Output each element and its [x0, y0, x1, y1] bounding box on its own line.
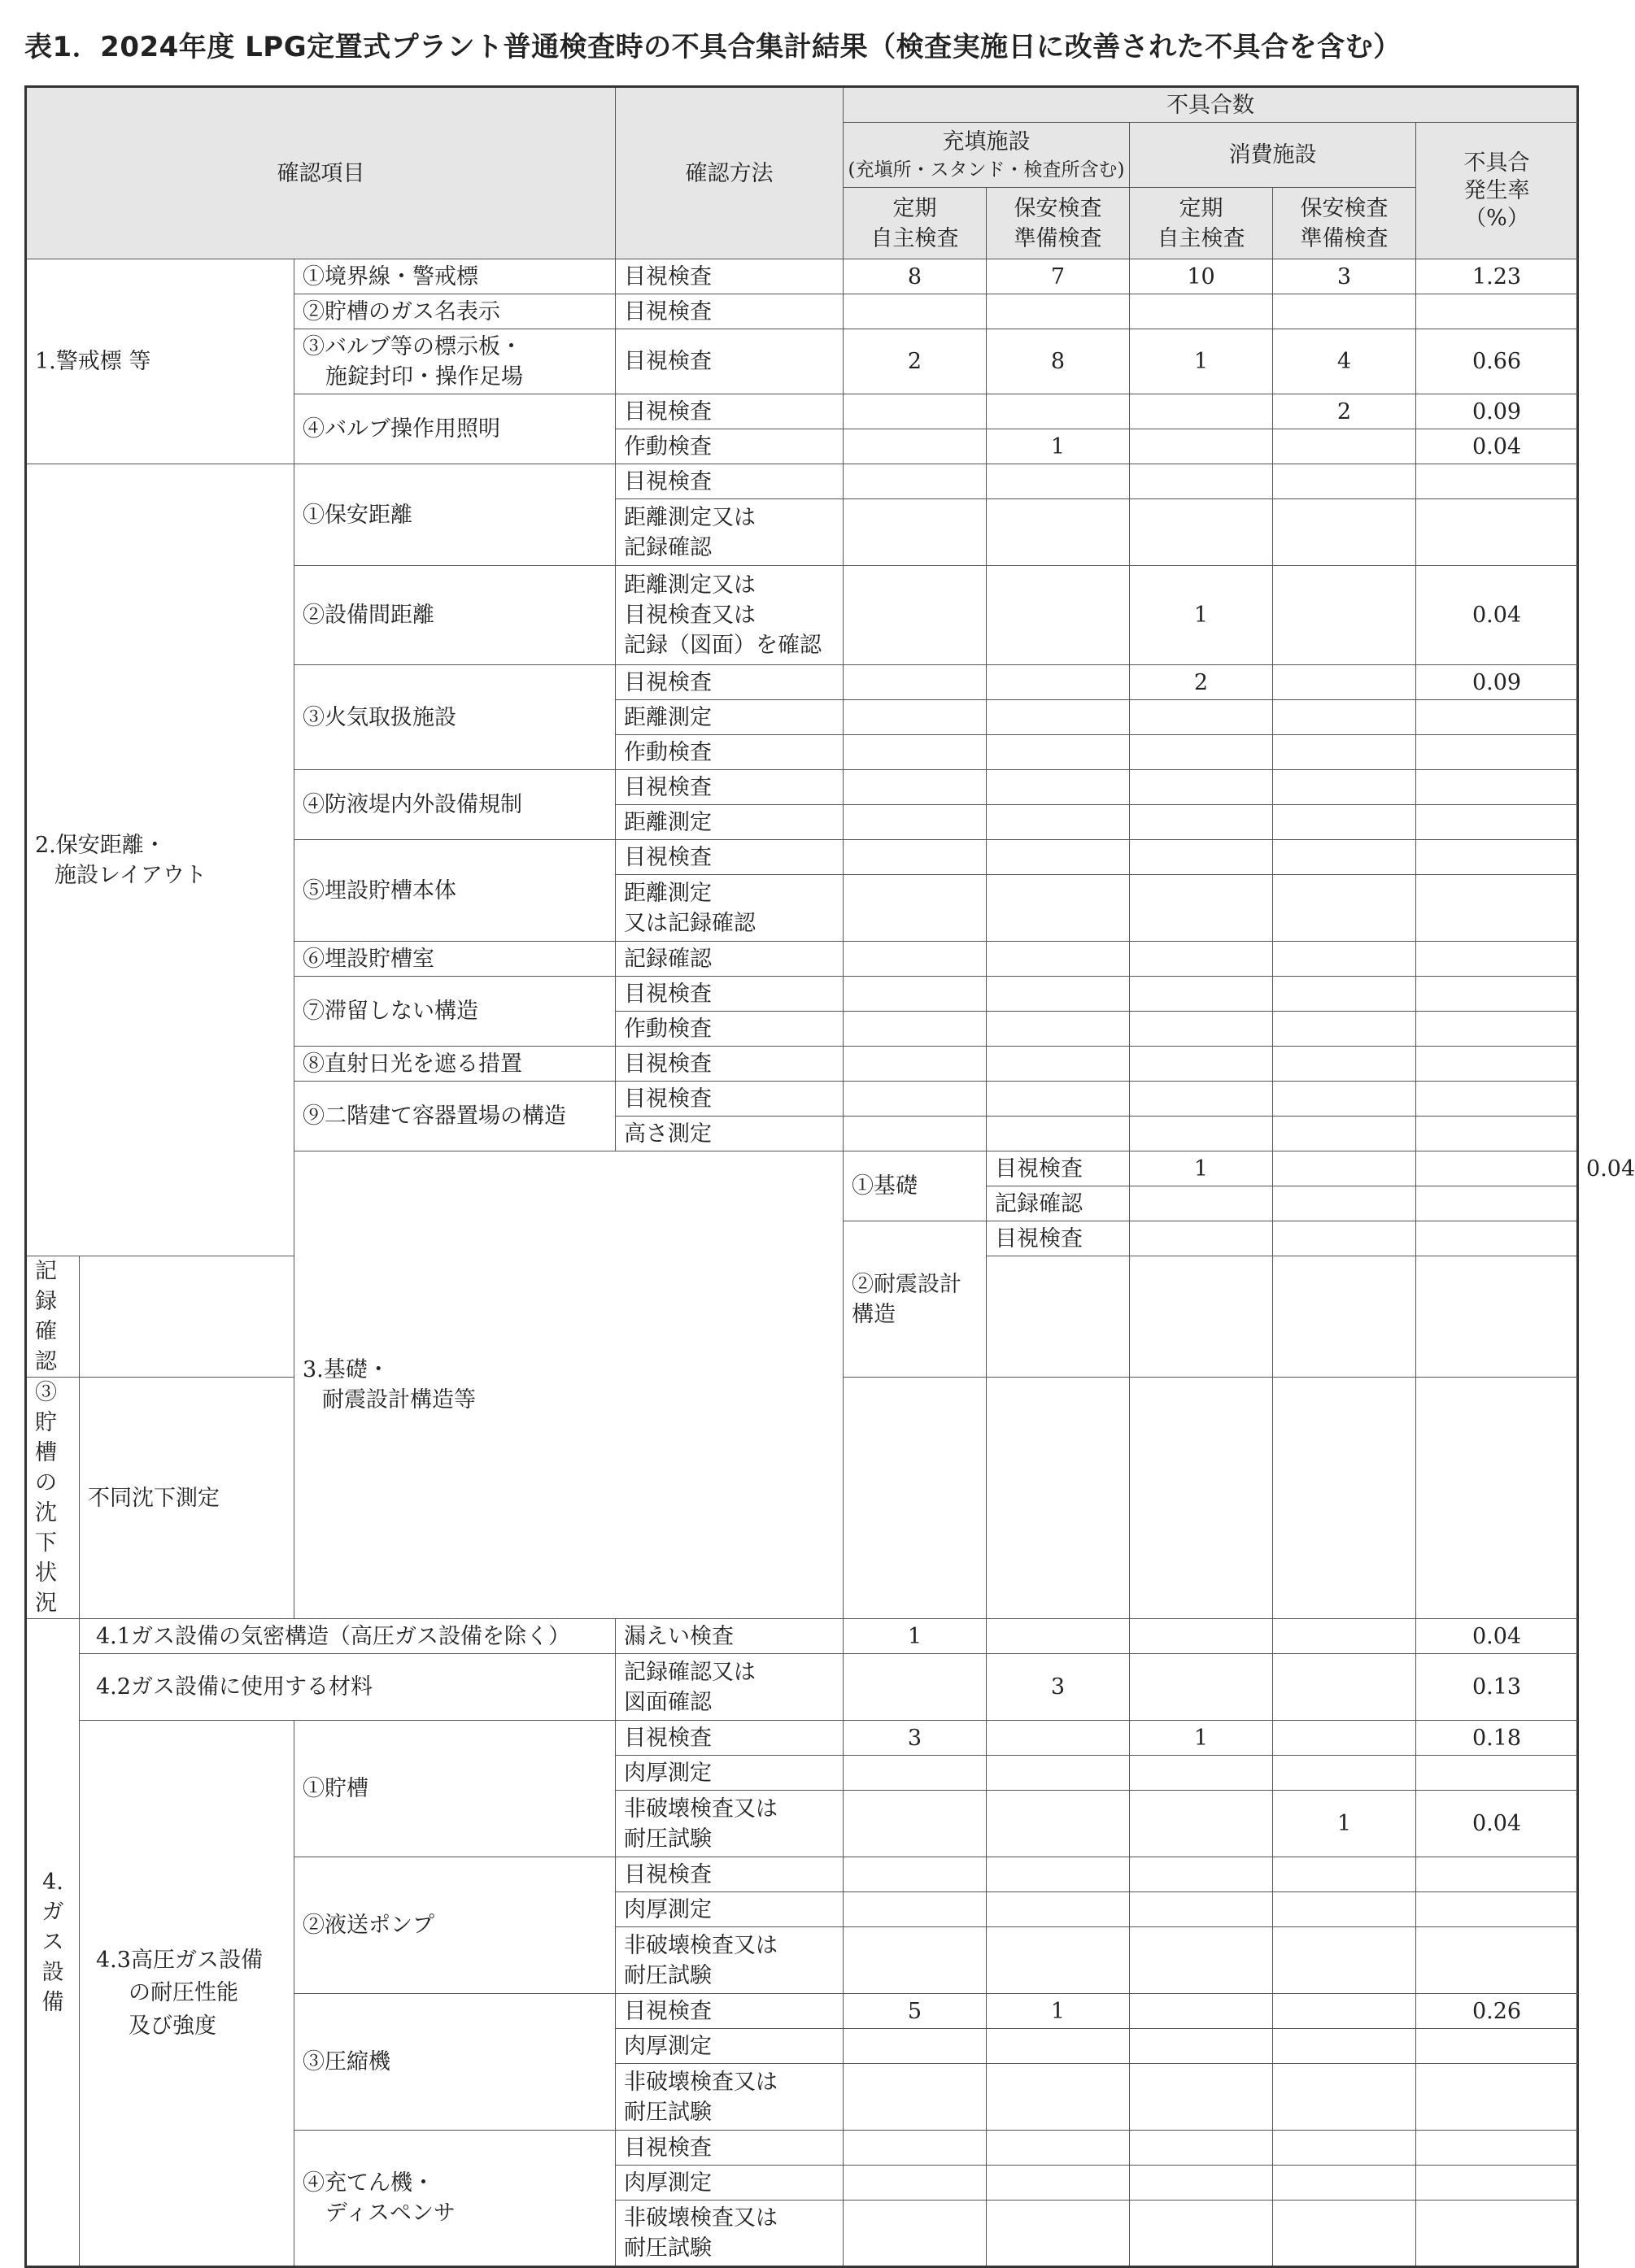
group-3-label: 3.基礎・ 耐震設計構造等 [294, 1151, 844, 1619]
group-2-label: 2.保安距離・ 施設レイアウト [26, 464, 294, 1256]
table-row [26, 259, 1578, 294]
value-cell: 3 [844, 1721, 987, 1756]
value-cell: 3 [1273, 259, 1416, 294]
method-cell: 作動検査 [616, 735, 844, 770]
value-cell: 1 [1130, 1151, 1273, 1186]
value-cell: 8 [844, 259, 987, 294]
method-cell: 目視検査 [616, 2131, 844, 2166]
item-label: ①境界線・警戒標 [294, 259, 616, 294]
group-1-label: 1.警戒標 等 [26, 259, 294, 464]
method-cell: 目視検査 [616, 329, 844, 394]
rate-cell: 1.23 [1416, 259, 1578, 294]
table-row [26, 1619, 1578, 1654]
value-cell: 10 [1130, 259, 1273, 294]
method-cell: 目視検査 [616, 1721, 844, 1756]
method-cell: 記録確認 [26, 1256, 80, 1378]
method-cell: 目視検査 [616, 394, 844, 429]
header-regular: 定期 自主検査 [844, 188, 987, 259]
method-cell: 目視検査 [616, 259, 844, 294]
method-cell: 目視検査 [616, 1857, 844, 1892]
method-cell: 距離測定 又は記録確認 [616, 875, 844, 942]
item-label: ②設備間距離 [294, 566, 616, 665]
value-cell: 5 [844, 1994, 987, 2029]
item-label: ③貯槽の沈下状況 [26, 1378, 80, 1619]
rate-cell: 0.13 [1416, 1654, 1578, 1721]
value-cell: 1 [1273, 1791, 1416, 1857]
method-cell: 非破壊検査又は 耐圧試験 [616, 2064, 844, 2131]
header-consumption: 消費施設 [1130, 123, 1416, 188]
method-cell: 高さ測定 [616, 1117, 844, 1151]
item-label: ③火気取扱施設 [294, 665, 616, 770]
method-cell: 肉厚測定 [616, 1756, 844, 1791]
method-cell: 肉厚測定 [616, 2029, 844, 2064]
rate-cell: 0.04 [1416, 1619, 1578, 1654]
method-cell: 作動検査 [616, 1012, 844, 1047]
header-item: 確認項目 [26, 87, 616, 259]
method-cell: 目視検査 [616, 840, 844, 875]
method-cell: 距離測定又は 記録確認 [616, 499, 844, 566]
table-row [26, 464, 1578, 499]
method-cell: 目視検査 [616, 770, 844, 805]
header-row [26, 87, 1578, 123]
group-4-1-label: 4.1ガス設備の気密構造（高圧ガス設備を除く） [80, 1619, 616, 1654]
rate-cell: 0.04 [1416, 566, 1578, 665]
rate-cell: 0.66 [1416, 329, 1578, 394]
method-cell: 距離測定 [616, 805, 844, 840]
item-label: ⑦滞留しない構造 [294, 977, 616, 1047]
rate-cell: 0.18 [1416, 1721, 1578, 1756]
item-label: ②液送ポンプ [294, 1857, 616, 1994]
header-defects: 不具合数 [844, 87, 1578, 123]
method-cell: 目視検査 [616, 294, 844, 329]
value-cell: 2 [1273, 394, 1416, 429]
method-cell: 非破壊検査又は 耐圧試験 [616, 1927, 844, 1994]
value-cell: 1 [987, 1994, 1130, 2029]
header-prep: 保安検査 準備検査 [987, 188, 1130, 259]
item-label: ⑧直射日光を遮る措置 [294, 1047, 616, 1082]
method-cell: 目視検査 [987, 1221, 1130, 1256]
method-cell: 記録確認又は 図面確認 [616, 1654, 844, 1721]
item-label: ①貯槽 [294, 1721, 616, 1857]
rate-cell: 0.09 [1416, 665, 1578, 700]
value-cell: 7 [987, 259, 1130, 294]
method-cell: 目視検査 [616, 977, 844, 1012]
header-regular: 定期 自主検査 [1130, 188, 1273, 259]
header-rate: 不具合 発生率 （%） [1416, 123, 1578, 259]
method-cell: 記録確認 [987, 1186, 1130, 1221]
method-cell: 目視検査 [616, 1047, 844, 1082]
method-cell: 作動検査 [616, 429, 844, 464]
defect-summary-table [24, 85, 1635, 2268]
method-cell: 目視検査 [616, 1994, 844, 2029]
method-cell: 目視検査 [987, 1151, 1130, 1186]
item-label: ③バルブ等の標示板・ 施錠封印・操作足場 [294, 329, 616, 394]
group-4-3-label: 4.3高圧ガス設備 の耐圧性能 及び強度 [80, 1721, 294, 2267]
value-cell: 1 [1130, 1721, 1273, 1756]
value-cell: 1 [1130, 566, 1273, 665]
item-label: ⑥埋設貯槽室 [294, 942, 616, 977]
method-cell: 肉厚測定 [616, 2166, 844, 2201]
table-row [26, 1721, 1578, 1756]
item-label: ②耐震設計構造 [844, 1221, 987, 1378]
value-cell: 1 [844, 1619, 987, 1654]
value-cell: 1 [987, 429, 1130, 464]
header-prep: 保安検査 準備検査 [1273, 188, 1416, 259]
rate-cell: 0.26 [1416, 1994, 1578, 2029]
item-label: ④防液堤内外設備規制 [294, 770, 616, 840]
item-label: ②貯槽のガス名表示 [294, 294, 616, 329]
value-cell: 2 [1130, 665, 1273, 700]
method-cell: 距離測定又は 目視検査又は 記録（図面）を確認 [616, 566, 844, 665]
value-cell: 2 [844, 329, 987, 394]
method-cell: 目視検査 [616, 464, 844, 499]
item-label: ①保安距離 [294, 464, 616, 566]
item-label: ⑤埋設貯槽本体 [294, 840, 616, 942]
item-label: ④バルブ操作用照明 [294, 394, 616, 464]
method-cell: 肉厚測定 [616, 1892, 844, 1927]
rate-cell: 0.04 [1416, 429, 1578, 464]
item-label: ③圧縮機 [294, 1994, 616, 2131]
method-cell: 目視検査 [616, 1082, 844, 1117]
header-filling: 充填施設 (充塡所・スタンド・検査所含む) [844, 123, 1130, 188]
table-row [26, 1654, 1578, 1721]
method-cell: 目視検査 [616, 665, 844, 700]
item-label: ①基礎 [844, 1151, 987, 1221]
group-4-label: 4. ガ ス 設 備 [26, 1619, 80, 2267]
value-cell: 4 [1273, 329, 1416, 394]
table-row: 3.基礎・ 耐震設計構造等 ①基礎 目視検査 1 0.04 [26, 1151, 1578, 1186]
item-label: ④充てん機・ ディスペンサ [294, 2131, 616, 2267]
value-cell: 1 [1130, 329, 1273, 394]
value-cell: 8 [987, 329, 1130, 394]
method-cell: 記録確認 [616, 942, 844, 977]
table-title: 表1．2024年度 LPG定置式プラント普通検査時の不具合集計結果（検査実施日に改善された不具合を含む） [24, 31, 1402, 63]
item-label: ⑨二階建て容器置場の構造 [294, 1082, 616, 1151]
method-cell: 非破壊検査又は 耐圧試験 [616, 1791, 844, 1857]
method-cell: 非破壊検査又は 耐圧試験 [616, 2201, 844, 2267]
value-cell: 3 [987, 1654, 1130, 1721]
method-cell: 距離測定 [616, 700, 844, 735]
header-method: 確認方法 [616, 87, 844, 259]
group-4-2-label: 4.2ガス設備に使用する材料 [80, 1654, 616, 1721]
method-cell: 漏えい検査 [616, 1619, 844, 1654]
rate-cell: 0.04 [1416, 1791, 1578, 1857]
method-cell: 不同沈下測定 [80, 1378, 294, 1619]
rate-cell: 0.09 [1416, 394, 1578, 429]
